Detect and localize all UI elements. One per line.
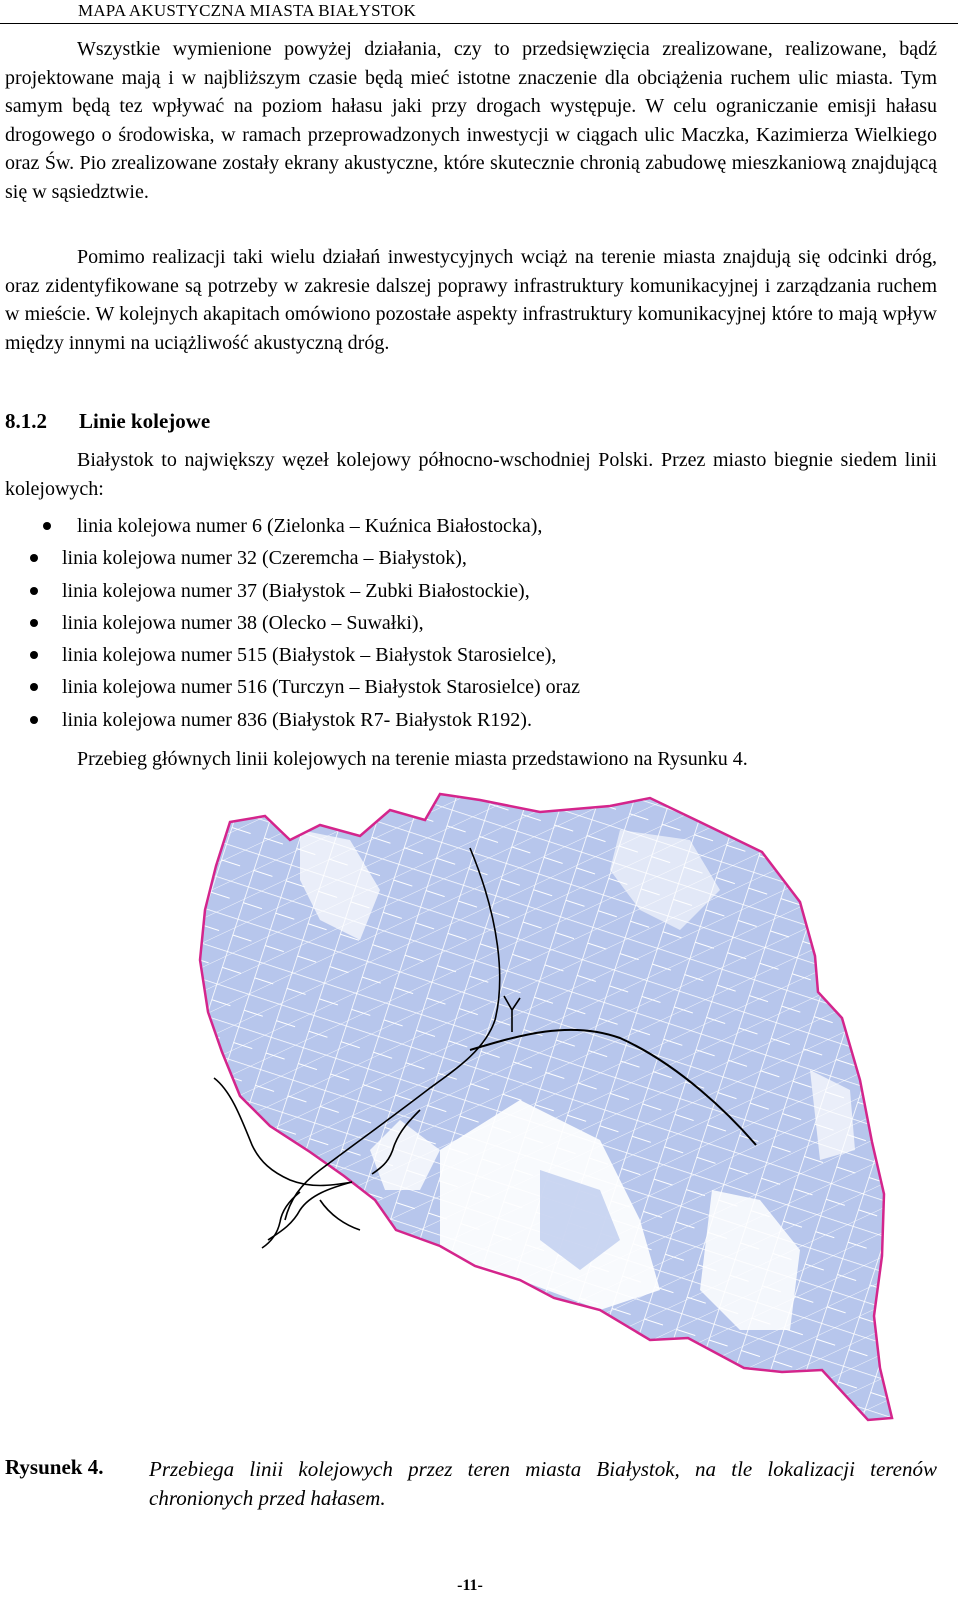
rail-line-south	[262, 1192, 360, 1248]
figure-caption-label: Rysunek 4.	[5, 1455, 104, 1479]
list-item: linia kolejowa numer 836 (Białystok R7- Białystok R192).	[25, 705, 925, 737]
running-header: MAPA AKUSTYCZNA MIASTA BIAŁYSTOK	[0, 0, 958, 24]
rail-map-figure	[0, 770, 960, 1450]
paragraph-3: Białystok to największy węzeł kolejowy północno-wschodniej Polski. Przez miasto biegnie siedem linii kolejowych:	[5, 449, 937, 500]
figure-caption-text: Przebiega linii kolejowych przez teren miasta Białystok, na tle lokalizacji terenów chronionych przed hałasem.	[149, 1457, 937, 1510]
section-number: 8.1.2	[5, 409, 47, 433]
paragraph-1: Wszystkie wymienione powyżej działania, czy to przedsięwzięcia zrealizowane, realizowane, bądź projektowane mają i w najbliższym czasie będą mieć istotne znaczenie dla obciążenia ruchem ulic miasta. Tym samym będą tez wpływać na poziom hałasu jaki przy drogach występuje. W celu ograniczanie emisji hałasu drogowego o środowiska, w ramach przeprowadzonych inwestycji w ciągach ulic Maczka, Kazimierza Wielkiego oraz Św. Pio zrealizowane zostały ekrany akustyczne, które skutecznie chronią zabudowę mieszkaniową znajdującą się w sąsiedztwie.	[5, 38, 937, 203]
protected-areas	[190, 790, 910, 1430]
list-item: linia kolejowa numer 515 (Białystok – Białystok Starosielce),	[25, 640, 925, 672]
list-item: linia kolejowa numer 38 (Olecko – Suwałki),	[25, 608, 925, 640]
paragraph-4: Przebieg głównych linii kolejowych na terenie miasta przedstawiono na Rysunku 4.	[77, 748, 748, 770]
list-item: linia kolejowa numer 6 (Zielonka – Kuźnica Białostocka),	[25, 511, 925, 543]
list-item: linia kolejowa numer 32 (Czeremcha – Białystok),	[25, 543, 925, 575]
section-title: Linie kolejowe	[79, 409, 211, 433]
list-item: linia kolejowa numer 37 (Białystok – Zubki Białostockie),	[25, 576, 925, 608]
section-heading	[5, 409, 210, 434]
page-number: -11-	[457, 1577, 483, 1594]
list-item: linia kolejowa numer 516 (Turczyn – Białystok Starosielce) oraz	[25, 672, 925, 704]
rail-line-list	[25, 511, 925, 737]
paragraph-2: Pomimo realizacji taki wielu działań inwestycyjnych wciąż na terenie miasta znajdują się odcinki dróg, oraz zidentyfikowane są potrzeby w zakresie dalszej poprawy infrastruktury komunikacyjnej i zarządzania ruchem w mieście. W kolejnych akapitach omówiono pozostałe aspekty infrastruktury komunikacyjnej które to mają wpływ między innymi na uciążliwość akustyczną dróg.	[5, 246, 937, 354]
rail-line-southwest	[268, 1182, 352, 1240]
